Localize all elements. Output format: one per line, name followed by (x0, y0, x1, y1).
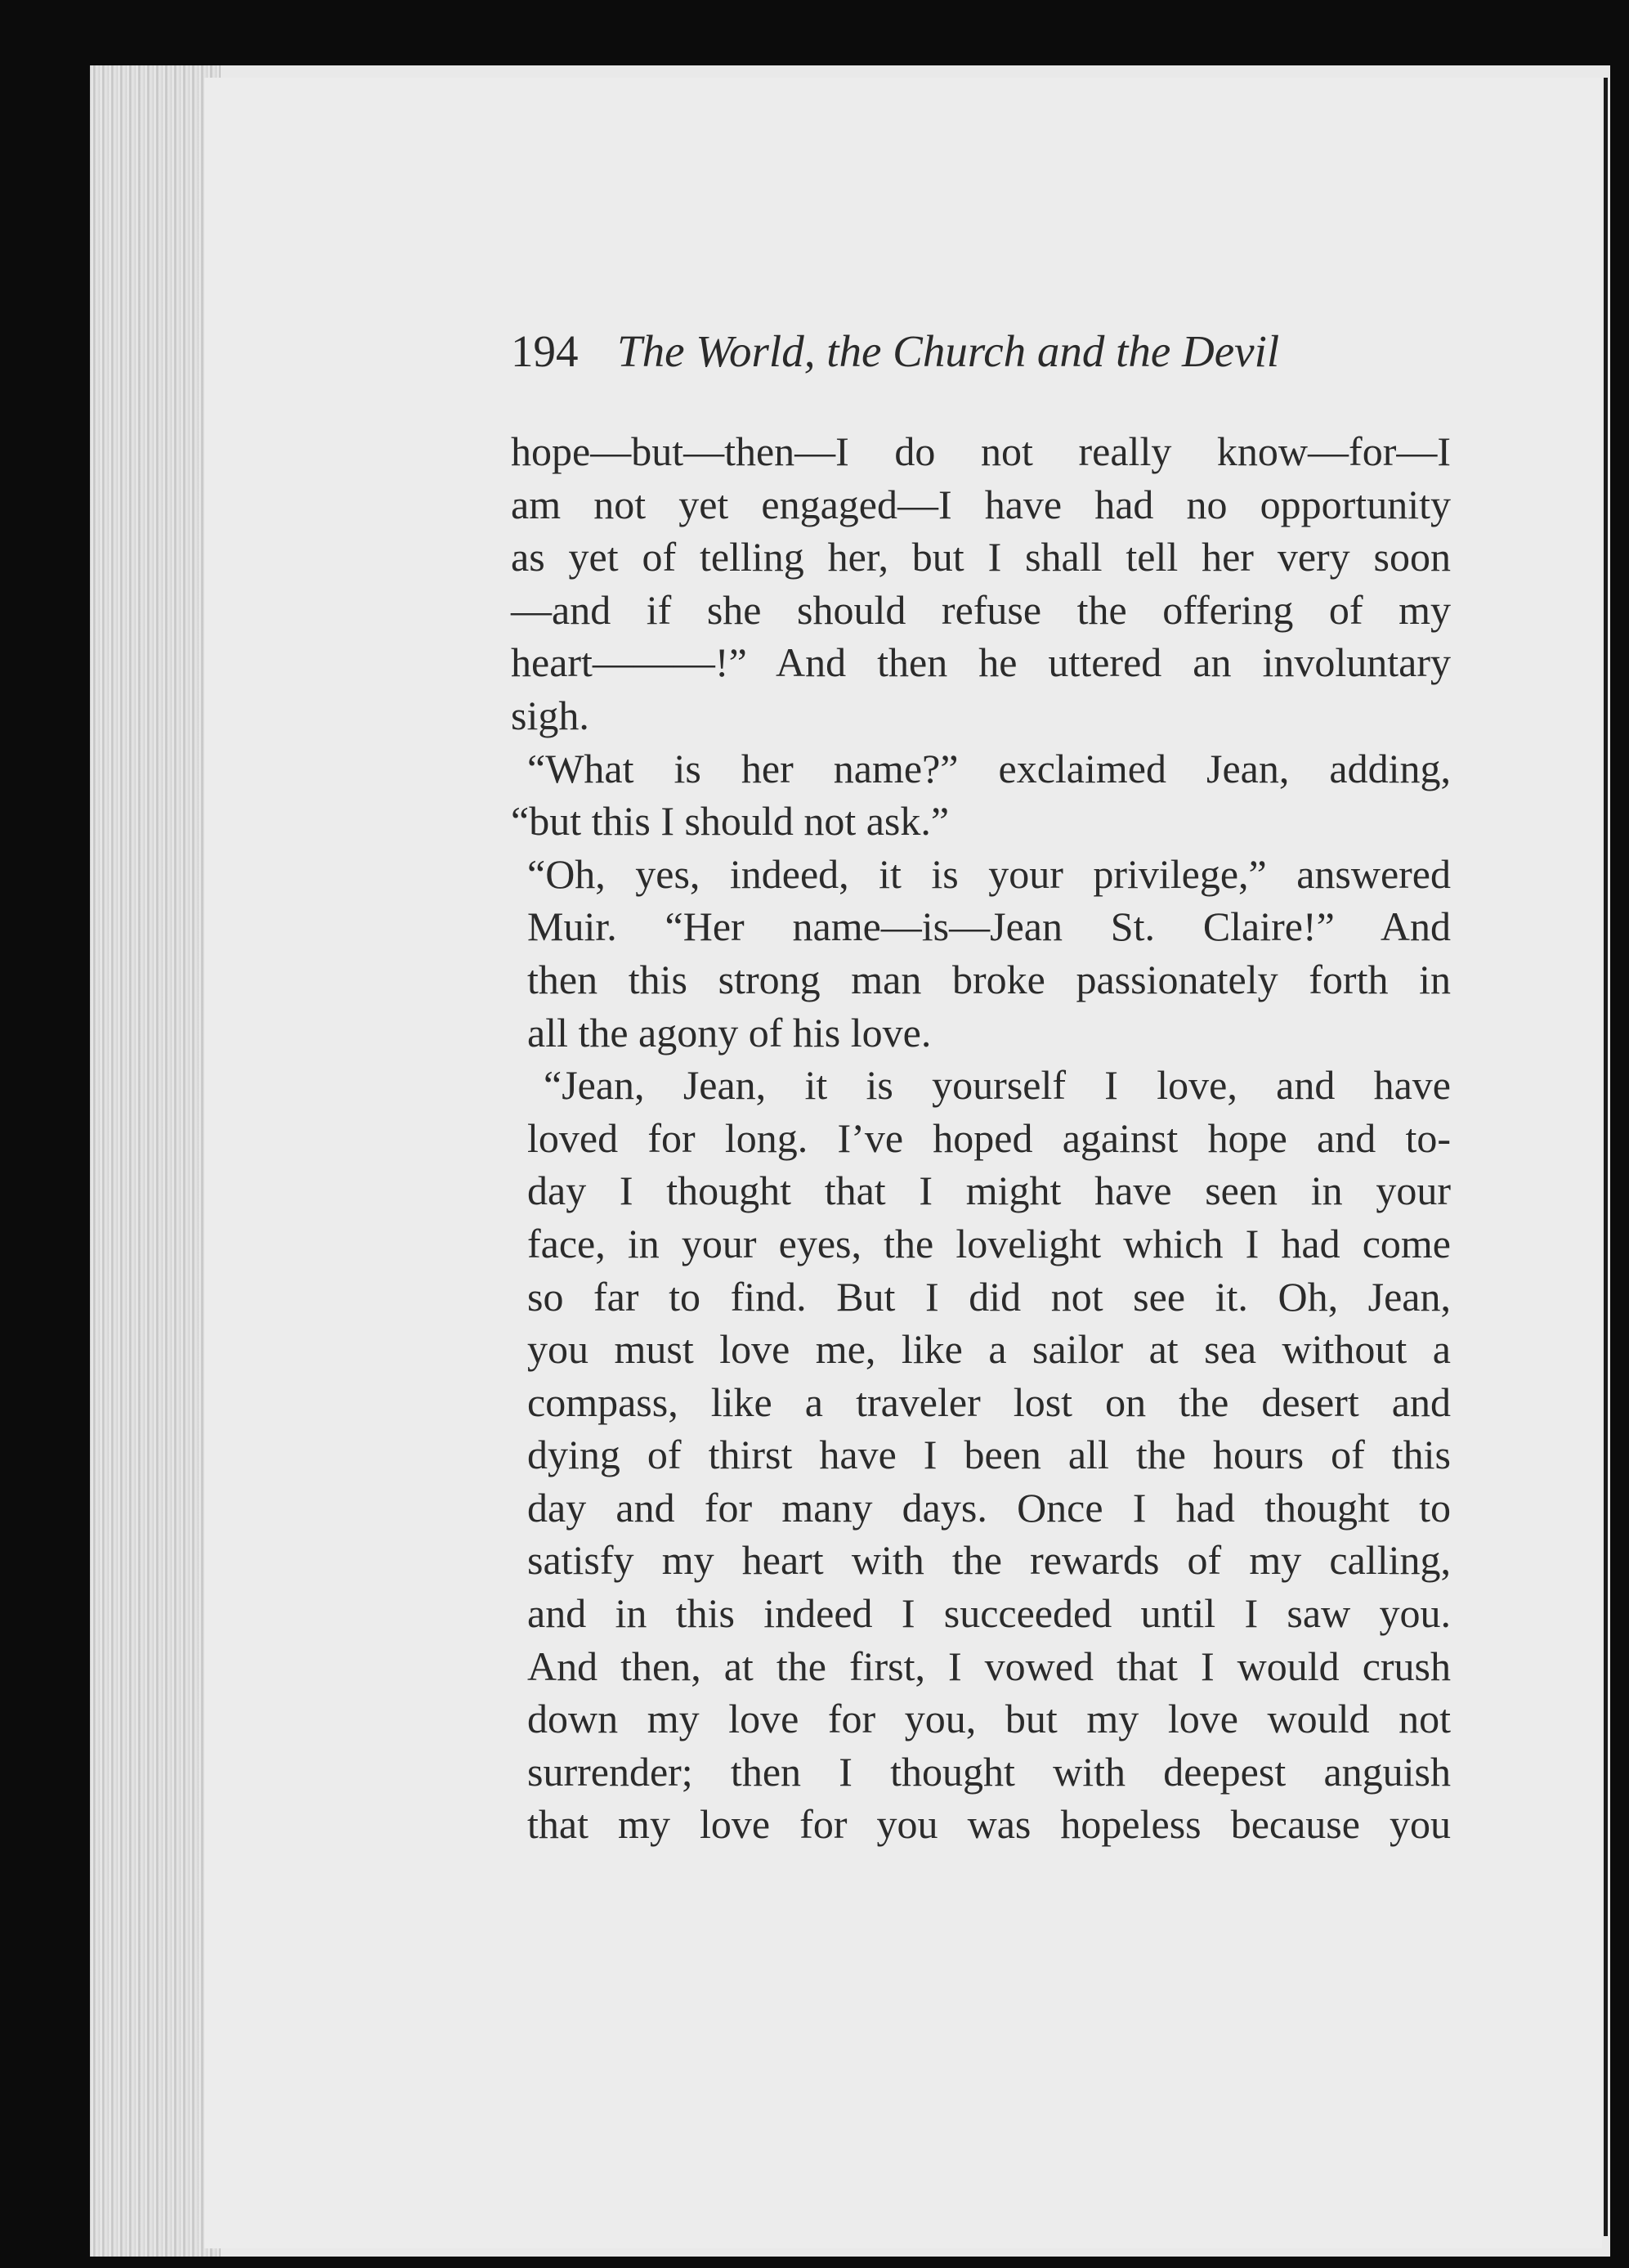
text-line: am not yet engaged—I have had no opportunity (511, 481, 1451, 527)
text-line: day I thought that I might have seen in your (527, 1168, 1451, 1214)
running-header (511, 325, 1426, 391)
text-line: so far to find. But I did not see it. Oh, Jean, (527, 1273, 1451, 1320)
text-line: surrender; then I thought with deepest anguish (527, 1748, 1451, 1795)
text-line: day and for many days. Once I had thought to (527, 1484, 1451, 1531)
page-edge-stack (90, 65, 221, 2257)
text-line: loved for long. I’ve hoped against hope and to- (527, 1114, 1451, 1161)
text-line: —and if she should refuse the offering of my (511, 586, 1451, 633)
running-title: The World, the Church and the Devil (617, 326, 1280, 376)
body-text (511, 425, 1451, 1851)
text-line: and in this indeed I succeeded until I saw you. (527, 1590, 1451, 1637)
text-line: sigh. (511, 692, 589, 738)
text-line: face, in your eyes, the lovelight which I had come (527, 1220, 1451, 1266)
gutter-shadow (1604, 78, 1608, 2236)
text-line: satisfy my heart with the rewards of my calling, (527, 1537, 1451, 1584)
text-line: “What is her name?” exclaimed Jean, adding, (527, 745, 1451, 791)
text-line: compass, like a traveler lost on the desert and (527, 1378, 1451, 1425)
text-line: Muir. “Her name—is—Jean St. Claire!” And (527, 903, 1451, 950)
text-line: you must love me, like a sailor at sea without a (527, 1326, 1451, 1373)
text-line: that my love for you was hopeless because you (527, 1801, 1451, 1848)
text-line: And then, at the first, I vowed that I would crush (527, 1643, 1451, 1689)
text-line: then this strong man broke passionately forth in (527, 956, 1451, 1002)
text-line: “Jean, Jean, it is yourself I love, and have (544, 1062, 1451, 1109)
text-line: “Oh, yes, indeed, it is your privilege,” answered (527, 850, 1451, 897)
text-line: heart———!” And then he uttered an involuntary (511, 639, 1451, 686)
page-number: 194 (511, 326, 579, 376)
text-line: down my love for you, but my love would not (527, 1696, 1451, 1742)
text-line: dying of thirst have I been all the hours of this (527, 1432, 1451, 1478)
text-line: all the agony of his love. (527, 1009, 932, 1056)
text-line: hope—but—then—I do not really know—for—I (511, 428, 1451, 474)
text-line: “but this I should not ask.” (511, 798, 950, 845)
text-line: as yet of telling her, but I shall tell her very soon (511, 534, 1451, 580)
